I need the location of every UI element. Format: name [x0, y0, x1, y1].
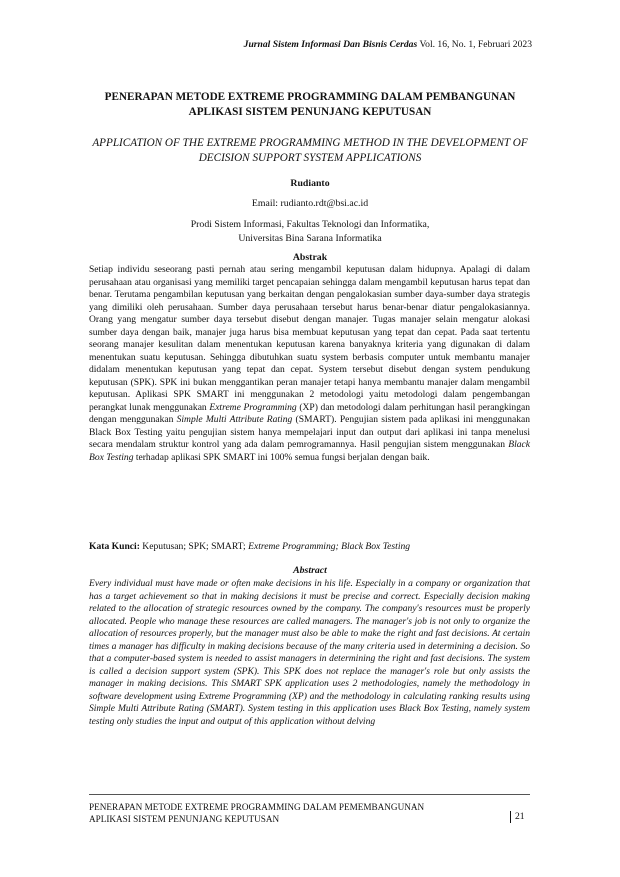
abstrak-part-1: Setiap individu seseorang pasti pernah atau sering mengambil keputusan dalam hidupnya. Apalagi di dalam perusahaan atau organisasi yang memiliki target pencapaian sehingga dalam mengambil keputusan harus tepat dan benar. Terutama pengambilan keputusan yang berkaitan dengan pengalokasian sumber daya-sumber daya strategis yang dimiliki oleh perusahaan. Sumber daya perusahaan tersebut harus benar-benar diatur pengalokasiannya. Orang yang mengatur sumber daya tersebut disebut dengan manajer. Tugas manajer selain mengatur alokasi sumber daya dengan baik, manajer juga harus bisa membuat keputusan yang tepat dan cepat. Pada saat tertentu seorang manajer kesulitan dalam menentukan keputusan karena banyaknya kriteria yang digunakan di dalam menentukan suatu keputusan. Sehingga dibutuhkan suatu system berbasis computer untuk membantu manajer didalam menentukan keputusan yang tepat dan cepat. System tersebut disebut dengan system pendukung keputusan (SPK). SPK ini bukan menggantikan peran manajer tetapi hanya membantu manajer dalam mengambil keputusan. Aplikasi SPK SMART ini menggunakan 2 metodologi yaitu metodologi dalam pengembangan perangkat lunak menggunakan [89, 264, 530, 413]
abstrak-heading: Abstrak [292, 252, 328, 263]
footer-divider [89, 794, 530, 795]
author-block [80, 177, 540, 245]
page-number: 21 [510, 811, 525, 823]
abstrak-term-bbt: Black Box Testing [89, 439, 530, 463]
author-name: Rudianto [290, 178, 330, 189]
abstrak-part-3: (SMART). Pengujian sistem pada aplikasi ini menggunakan Black Box Testing yaitu pengujian sistem hanya mempelajari input dan output dari aplikasi ini tanpa menelusi secara mendalam struktur kontrol yang ada dalam pemrogramannya. Hasil pengujian sistem menggunakan [89, 414, 530, 450]
footer-title-line-2: APLIKASI SISTEM PENUNJANG KEPUTUSAN [89, 814, 280, 824]
author-affiliation [80, 218, 540, 245]
paper-title-english: APPLICATION OF THE EXTREME PROGRAMMING METHOD IN THE DEVELOPMENT OF DECISION SUPPORT SYSTEM APPLICATIONS [92, 137, 528, 164]
running-header [244, 39, 532, 50]
abstrak-part-4: terhadap aplikasi SPK SMART ini 100% semua fungsi berjalan dengan baik. [133, 451, 430, 463]
footer-title [89, 801, 469, 825]
abstrak-body [89, 264, 530, 464]
paper-title-indonesian: PENERAPAN METODE EXTREME PROGRAMMING DALAM PEMBANGUNAN APLIKASI SISTEM PENUNJANG KEPUTUSAN [104, 91, 516, 118]
abstrak-term-xp: Extreme Programming [209, 401, 297, 413]
journal-issue: Vol. 16, No. 1, Februari 2023 [419, 39, 532, 50]
title-block [80, 90, 540, 166]
abstrak-part-2: (XP) dan metodologi dalam perhitungan hasil perangkingan dengan menggunakan [89, 401, 530, 425]
journal-name: Jurnal Sistem Informasi Dan Bisnis Cerdas [243, 39, 418, 50]
affiliation-line-1: Prodi Sistem Informasi, Fakultas Teknologi dan Informatika, [190, 219, 430, 230]
abstract-english-body: Every individual must have made or often make decisions in his life. Especially in a company or organization that has a target achievement so that in making decisions it must be precise and correct. Especially decision making related to the allocation of strategic resources owned by the company. The company's resources must be properly allocated. People who manage these resources are called managers. The manager's job is not only to organize the allocation of resources properly, but the manager must also be able to make the right and fast decisions. At certain times a manager has difficulty in making decisions because of the many criteria used in determining a decision. So that a computer-based system is needed to assist managers in determining the right and fast decisions. The system is called a decision support system (SPK). This SPK does not replace the manager's role but only assists the manager in making decisions. This SMART SPK application uses 2 methodologies, namely the methodology in software development using Extreme Programming (XP) and the methodology in calculating ranking results using Simple Multi Attribute Rating (SMART). System testing in this application uses Black Box Testing, namely system testing only studies the input and output of this application without delving [89, 578, 530, 727]
author-email: Email: rudianto.rdt@bsi.ac.id [251, 198, 369, 209]
abstract-heading: Abstract [293, 565, 327, 576]
keywords-plain: Keputusan; SPK; SMART; [139, 541, 249, 552]
affiliation-line-2: Universitas Bina Sarana Informatika [238, 232, 382, 244]
abstrak-term-smart: Simple Multi Attribute Rating [176, 414, 293, 425]
keywords-label: Kata Kunci: [89, 541, 140, 552]
footer-title-line-1: PENERAPAN METODE EXTREME PROGRAMMING DALAM PEMEMBANGUNAN [89, 802, 425, 812]
keywords-italic: Extreme Programming; Black Box Testing [248, 541, 411, 552]
keywords-line [89, 541, 530, 552]
